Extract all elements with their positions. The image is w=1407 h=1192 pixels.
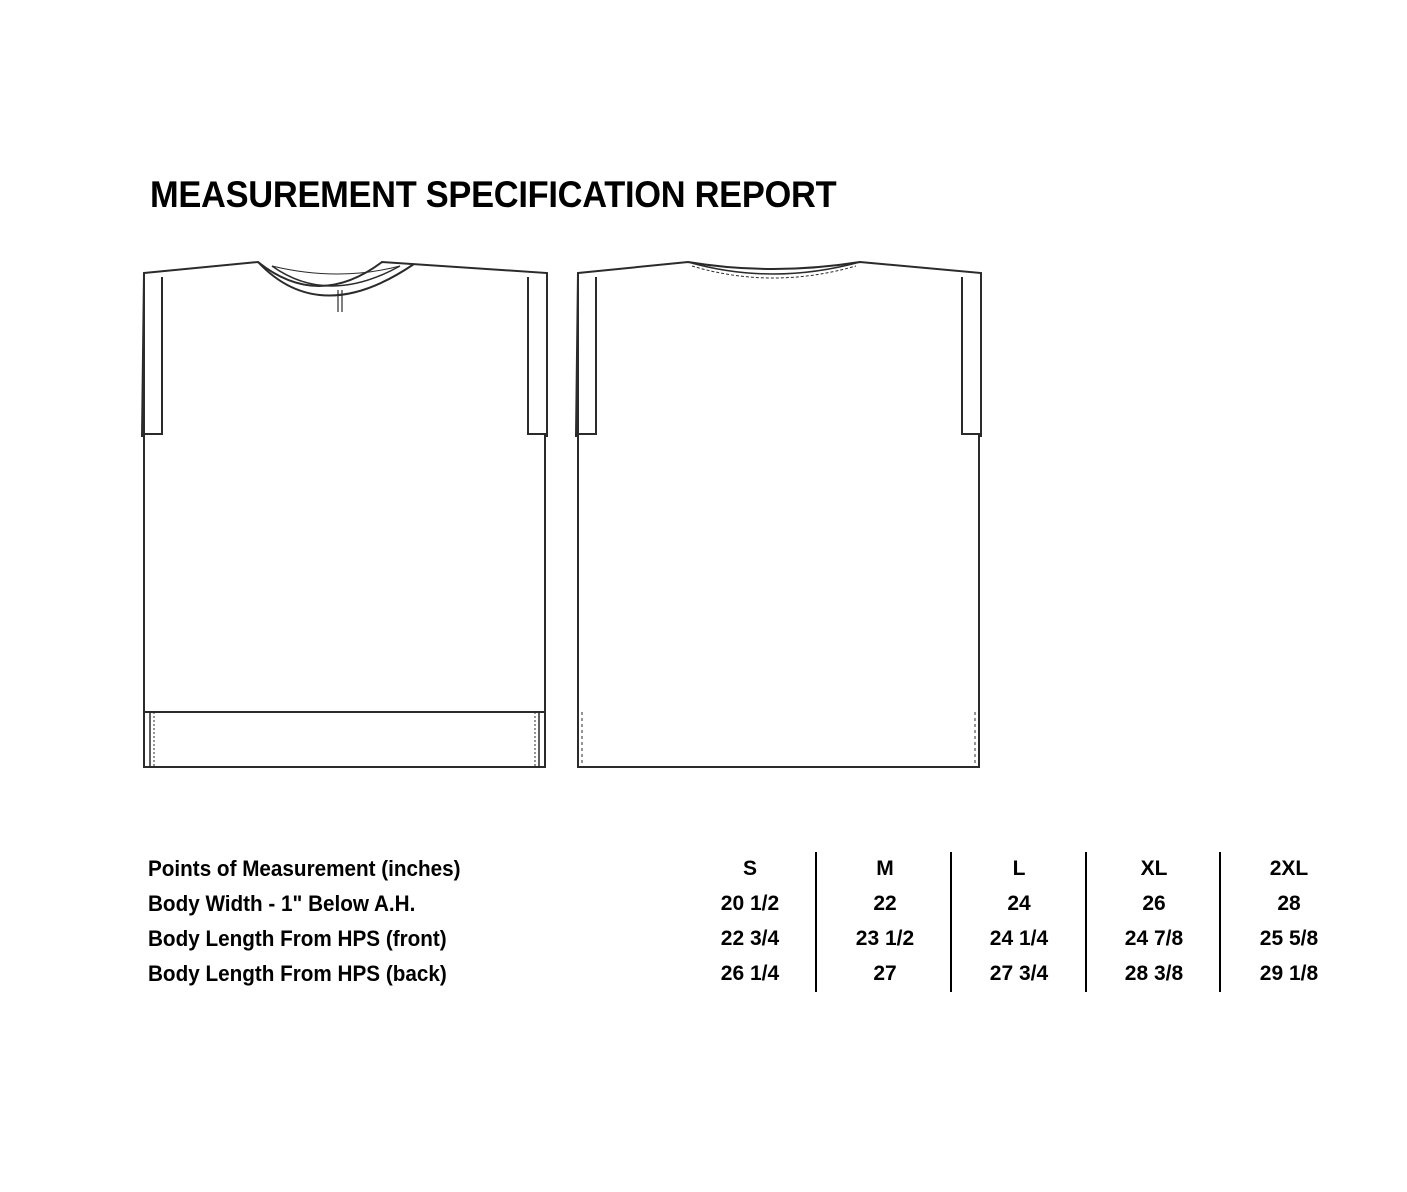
row-label-body-length-front: Body Length From HPS (front) bbox=[148, 926, 447, 951]
table-cell: 20 1/2 bbox=[720, 892, 780, 915]
table-cell: 27 bbox=[873, 962, 897, 985]
table-cell: 26 1/4 bbox=[720, 962, 780, 985]
table-cell: 24 1/4 bbox=[989, 927, 1049, 950]
table-cell: 28 3/8 bbox=[1124, 962, 1184, 985]
front-center-seam bbox=[338, 290, 342, 312]
column-divider bbox=[1085, 852, 1087, 992]
measurement-table bbox=[148, 852, 1358, 992]
report-title: MEASUREMENT SPECIFICATION REPORT bbox=[150, 174, 837, 215]
tshirt-back-icon bbox=[572, 250, 992, 775]
table-cell: 28 bbox=[1277, 892, 1301, 915]
points-of-measurement-header: Points of Measurement (inches) bbox=[148, 856, 461, 881]
table-cell: 23 1/2 bbox=[855, 927, 915, 950]
row-label-body-width: Body Width - 1" Below A.H. bbox=[148, 891, 416, 916]
tshirt-back-sketch bbox=[572, 250, 992, 775]
table-cell: 26 bbox=[1142, 892, 1166, 915]
size-header-l: L bbox=[1012, 857, 1026, 880]
front-body-outline bbox=[142, 262, 547, 767]
back-right-sleeve-band bbox=[962, 273, 981, 434]
tshirt-front-icon bbox=[138, 250, 558, 775]
table-cell: 29 1/8 bbox=[1259, 962, 1319, 985]
back-left-sleeve-band bbox=[578, 273, 596, 434]
size-header-m: M bbox=[876, 857, 894, 880]
table-cell: 24 7/8 bbox=[1124, 927, 1184, 950]
tshirt-front-sketch bbox=[138, 250, 558, 775]
table-cell: 22 bbox=[873, 892, 897, 915]
column-divider bbox=[815, 852, 817, 992]
row-label-body-length-back: Body Length From HPS (back) bbox=[148, 961, 447, 986]
column-divider bbox=[1219, 852, 1221, 992]
back-body-outline bbox=[576, 262, 981, 767]
table-cell: 24 bbox=[1007, 892, 1031, 915]
table-cell: 27 3/4 bbox=[989, 962, 1049, 985]
back-hem-stitching bbox=[582, 712, 975, 767]
table-cell: 25 5/8 bbox=[1259, 927, 1319, 950]
column-divider bbox=[950, 852, 952, 992]
front-right-sleeve-band bbox=[528, 273, 547, 434]
size-header-s: S bbox=[742, 857, 757, 880]
size-header-xl: XL bbox=[1140, 857, 1168, 880]
front-left-sleeve-band bbox=[144, 273, 162, 434]
front-neck-rib-outer bbox=[258, 262, 414, 296]
table-cell: 22 3/4 bbox=[720, 927, 780, 950]
size-header-2xl: 2XL bbox=[1269, 857, 1309, 880]
